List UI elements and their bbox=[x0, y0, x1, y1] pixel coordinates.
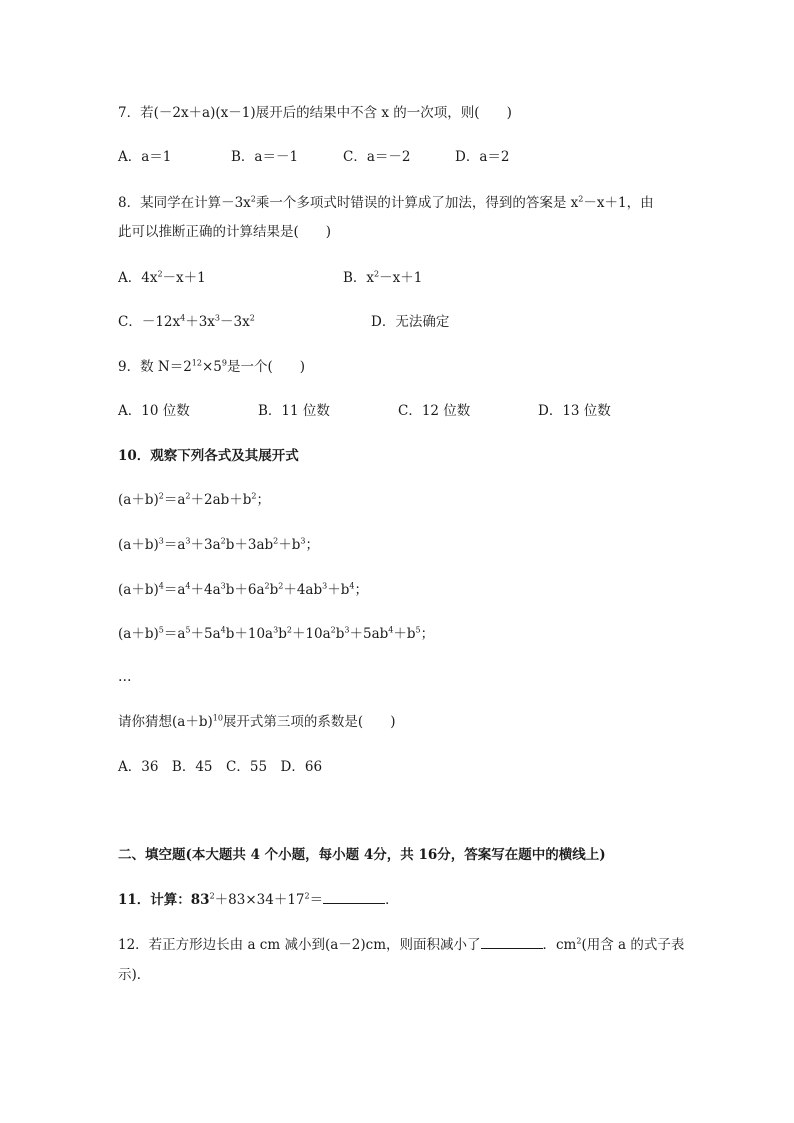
exponent: 2 bbox=[264, 581, 270, 591]
q11-part: ＝ bbox=[309, 892, 324, 908]
expr-part: ＋2ab＋b bbox=[190, 492, 252, 508]
q11-part: ． bbox=[385, 892, 399, 908]
exponent: 2 bbox=[185, 491, 191, 501]
q7-option-c: C．a＝－2 bbox=[343, 149, 411, 165]
exponent: 5 bbox=[158, 625, 164, 635]
exponent: 2 bbox=[576, 936, 582, 946]
q8-option-b-part: －x＋1 bbox=[379, 270, 423, 286]
expr-part: ＋10a bbox=[291, 626, 331, 642]
q10-ask-part: 展开式第三项的系数是( ) bbox=[222, 714, 396, 730]
exponent: 10 bbox=[212, 713, 223, 723]
expr-part: ； bbox=[420, 626, 435, 642]
expr-part: b＋3ab bbox=[225, 537, 274, 553]
expr-part: ＋5ab bbox=[349, 626, 389, 642]
exponent: 3 bbox=[344, 625, 350, 635]
q8-stem-part: 乘一个多项式时错误的计算成了加法，得到的答案是 x bbox=[255, 195, 579, 211]
exponent: 2 bbox=[250, 194, 256, 204]
q8-option-c bbox=[118, 312, 255, 332]
expr-part: b＋10a bbox=[225, 626, 274, 642]
q9-stem-part: 是一个( ) bbox=[226, 359, 306, 375]
q12-part: (用含 a 的式子表 bbox=[581, 937, 685, 953]
q7-option-d: D．a＝2 bbox=[455, 149, 510, 165]
exponent: 12 bbox=[191, 358, 202, 368]
exponent: 4 bbox=[158, 581, 164, 591]
exponent: 4 bbox=[349, 581, 355, 591]
expansion-power-3 bbox=[118, 535, 319, 555]
exponent: 2 bbox=[578, 194, 584, 204]
exponent: 4 bbox=[220, 625, 226, 635]
expansion-power-5 bbox=[118, 624, 434, 644]
exponent: 4 bbox=[180, 313, 186, 323]
expr-part: ＋b bbox=[278, 537, 301, 553]
expr-part: b bbox=[269, 582, 279, 598]
expr-part: ＋4ab bbox=[283, 582, 323, 598]
expr-part: (a＋b) bbox=[118, 582, 159, 598]
q9-option-b: B．11 位数 bbox=[258, 403, 330, 419]
q11-part: 11．计算：83 bbox=[118, 892, 210, 908]
q8-option-b-part: B．x bbox=[343, 270, 375, 286]
q8-stem-part: －x＋1，由 bbox=[583, 195, 654, 211]
question-7-stem: 7．若(－2x＋a)(x－1)展开后的结果中不含 x 的一次项，则( ) bbox=[118, 105, 512, 121]
exponent: 3 bbox=[158, 536, 164, 546]
exponent: 3 bbox=[273, 625, 279, 635]
q8-option-a bbox=[118, 268, 206, 288]
exponent: 3 bbox=[300, 536, 306, 546]
q8-option-b bbox=[343, 268, 422, 288]
exponent: 3 bbox=[185, 536, 191, 546]
exponent: 2 bbox=[304, 891, 310, 901]
expr-part: ； bbox=[305, 537, 319, 553]
question-8-stem-line2: 此可以推断正确的计算结果是( ) bbox=[118, 224, 332, 240]
exponent: 2 bbox=[286, 625, 292, 635]
exponent: 2 bbox=[278, 581, 284, 591]
question-12 bbox=[118, 935, 684, 955]
expr-part: b＋6a bbox=[225, 582, 265, 598]
exponent: 3 bbox=[214, 313, 221, 323]
expr-part: ＋5a bbox=[190, 626, 221, 642]
q11-part: ＋83×34＋17 bbox=[214, 892, 305, 908]
exponent: 2 bbox=[374, 269, 380, 279]
expr-part: ； bbox=[354, 582, 368, 598]
q8-option-c-part: C．－12x bbox=[118, 314, 181, 330]
q8-option-c-part: －3x bbox=[220, 314, 250, 330]
q9-option-c: C．12 位数 bbox=[398, 403, 471, 419]
exponent: 2 bbox=[157, 269, 163, 279]
expr-part: ＝a bbox=[163, 537, 186, 553]
ellipsis: … bbox=[118, 669, 132, 685]
expr-part: ＋3a bbox=[190, 537, 221, 553]
expr-part: ＋b bbox=[393, 626, 416, 642]
exponent: 2 bbox=[273, 536, 279, 546]
exponent: 2 bbox=[251, 491, 257, 501]
exponent: 4 bbox=[388, 625, 394, 635]
q8-option-a-part: －x＋1 bbox=[162, 270, 206, 286]
q10-options: A．36 B．45 C．55 D．66 bbox=[118, 759, 323, 775]
expr-part: ＋b bbox=[327, 582, 350, 598]
q9-stem-part: 9．数 N＝2 bbox=[118, 359, 192, 375]
exponent: 5 bbox=[185, 625, 191, 635]
exponent: 9 bbox=[221, 358, 227, 368]
question-8-stem bbox=[118, 193, 654, 213]
question-10-ask bbox=[118, 712, 395, 732]
exponent: 2 bbox=[330, 625, 336, 635]
expansion-power-2 bbox=[118, 490, 270, 510]
exponent: 2 bbox=[220, 536, 226, 546]
expr-part: ＝a bbox=[163, 492, 186, 508]
expr-part: (a＋b) bbox=[118, 537, 159, 553]
expansion-power-4 bbox=[118, 580, 368, 600]
exponent: 3 bbox=[322, 581, 328, 591]
expr-part: ＝a bbox=[163, 626, 186, 642]
q9-option-a: A．10 位数 bbox=[118, 403, 190, 419]
q12-part: ．cm bbox=[542, 937, 577, 953]
exponent: 3 bbox=[220, 581, 226, 591]
question-12-line2: 示)． bbox=[118, 967, 151, 983]
q8-option-a-part: A．4x bbox=[118, 270, 158, 286]
section-2-heading: 二、填空题(本大题共 4 个小题，每小题 4分，共 16分，答案写在题中的横线上) bbox=[118, 847, 606, 863]
q7-option-a: A．a＝1 bbox=[118, 149, 172, 165]
expr-part: ＝a bbox=[163, 582, 186, 598]
q9-option-d: D．13 位数 bbox=[538, 403, 611, 419]
exponent: 5 bbox=[415, 625, 421, 635]
exponent: 2 bbox=[158, 491, 164, 501]
q8-option-c-part: ＋3x bbox=[185, 314, 215, 330]
question-10-intro: 10．观察下列各式及其展开式 bbox=[118, 448, 299, 464]
expr-part: ＋4a bbox=[190, 582, 221, 598]
expr-part: (a＋b) bbox=[118, 492, 159, 508]
q12-part: 12．若正方形边长由 a cm 减小到(a－2)cm，则面积减小了 bbox=[118, 937, 481, 953]
answer-blank[interactable] bbox=[481, 936, 543, 949]
exponent: 4 bbox=[185, 581, 191, 591]
q8-option-d: D．无法确定 bbox=[371, 314, 450, 330]
question-11 bbox=[118, 890, 399, 910]
q8-stem-part: 8．某同学在计算－3x bbox=[118, 195, 251, 211]
q9-stem-part: ×5 bbox=[201, 359, 222, 375]
question-9-stem bbox=[118, 357, 305, 377]
expr-part: ； bbox=[256, 492, 270, 508]
expr-part: (a＋b) bbox=[118, 626, 159, 642]
exponent: 2 bbox=[209, 891, 215, 901]
q7-option-b: B．a＝－1 bbox=[231, 149, 299, 165]
answer-blank[interactable] bbox=[323, 891, 385, 904]
exponent: 2 bbox=[249, 313, 255, 323]
expr-part: b bbox=[278, 626, 287, 642]
q10-ask-part: 请你猜想(a＋b) bbox=[118, 714, 213, 730]
expr-part: b bbox=[335, 626, 345, 642]
